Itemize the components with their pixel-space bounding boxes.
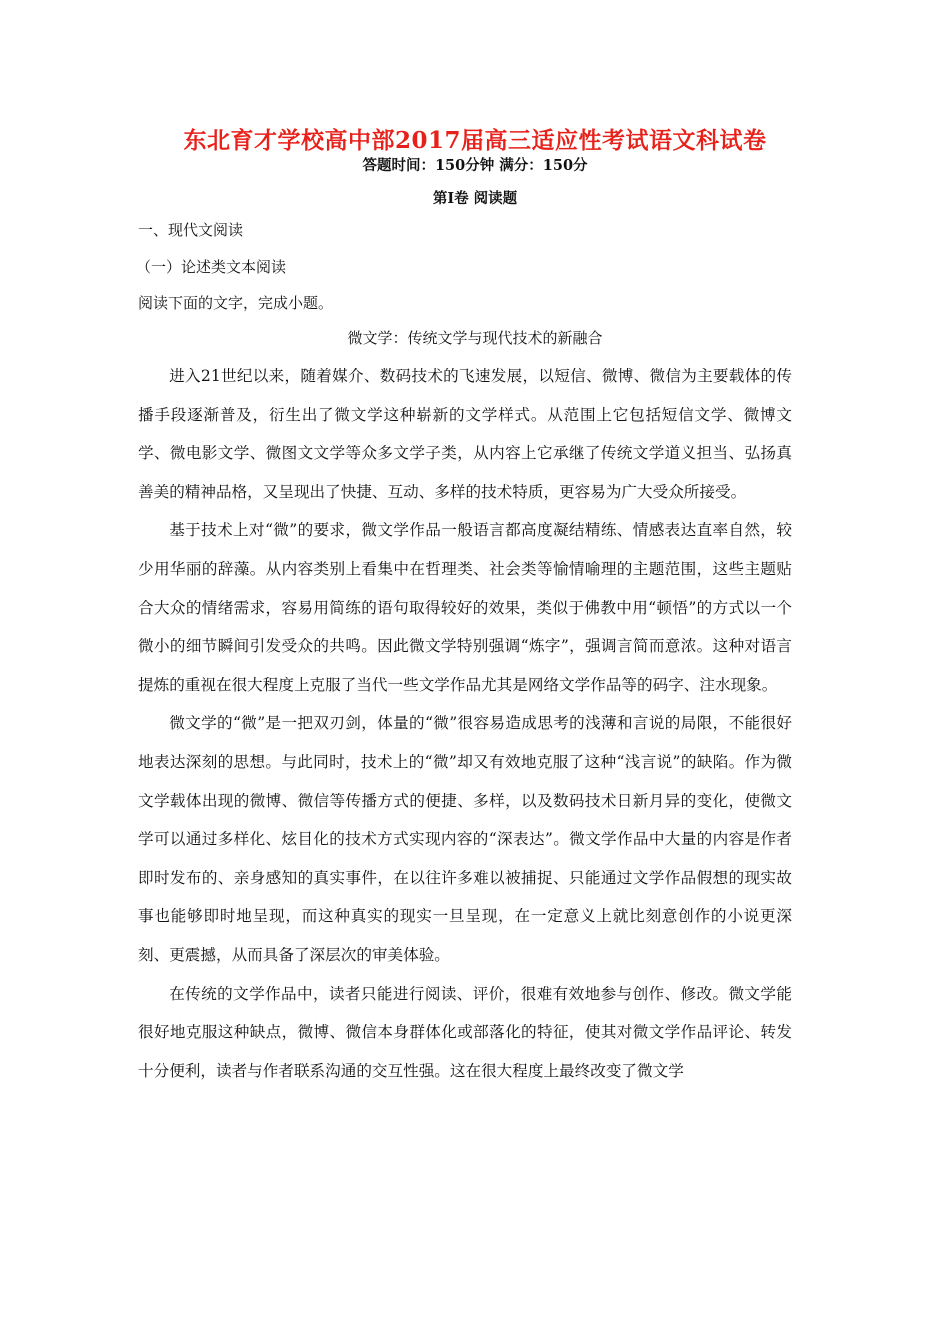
article-paragraph: 进入21世纪以来，随着媒介、数码技术的飞速发展，以短信、微博、微信为主要载体的传播手段逐渐普及，衍生出了微文学这种崭新的文学样式。从范围上它包括短信文学、微博文学、微电影文学、微图文文学等众多文学子类，从内容上它承继了传统文学道义担当、弘扬真善美的精神品格，又呈现出了快捷、互动、多样的技术特质，更容易为广大受众所接受。 [138,367,792,501]
subpart-heading: （一）论述类文本阅读 [136,258,287,276]
part-heading: 一、现代文阅读 [138,221,244,239]
article-title: 微文学：传统文学与现代技术的新融合 [347,329,603,347]
volume-title: 第Ⅰ卷 阅读题 [432,190,518,207]
article-body [138,357,792,1090]
instruction-text: 阅读下面的文字，完成小题。 [138,294,334,312]
article-paragraph: 基于技术上对“微”的要求，微文学作品一般语言都高度凝结精练、情感表达直率自然，较少用华丽的辞藻。从内容类别上看集中在哲理类、社会类等愉情喻理的主题范围，这些主题贴合大众的情绪需求，容易用简练的语句取得较好的效果，类似于佛教中用“顿悟”的方式以一个微小的细节瞬间引发受众的共鸣。因此微文学特别强调“炼字”，强调言简而意浓。这种对语言提炼的重视在很大程度上克服了当代一些文学作品尤其是网络文学作品等的码字、注水现象。 [138,521,792,694]
exam-info: 答题时间：150分钟 满分：150分 [362,157,588,174]
exam-title: 东北育才学校高中部2017届高三适应性考试语文科试卷 [183,127,767,154]
article-paragraph: 微文学的“微”是一把双刃剑，体量的“微”很容易造成思考的浅薄和言说的局限，不能很好地表达深刻的思想。与此同时，技术上的“微”却又有效地克服了这种“浅言说”的缺陷。作为微文学载体出现的微博、微信等传播方式的便捷、多样，以及数码技术日新月异的变化，使微文学可以通过多样化、炫目化的技术方式实现内容的“深表达”。微文学作品中大量的内容是作者即时发布的、亲身感知的真实事件，在以往许多难以被捕捉、只能通过文学作品假想的现实故事也能够即时地呈现，而这种真实的现实一旦呈现，在一定意义上就比刻意创作的小说更深刻、更震撼，从而具备了深层次的审美体验。 [138,714,792,964]
article-paragraph: 在传统的文学作品中，读者只能进行阅读、评价，很难有效地参与创作、修改。微文学能很好地克服这种缺点，微博、微信本身群体化或部落化的特征，使其对微文学作品评论、转发十分便利，读者与作者联系沟通的交互性强。这在很大程度上最终改变了微文学 [138,984,792,1080]
